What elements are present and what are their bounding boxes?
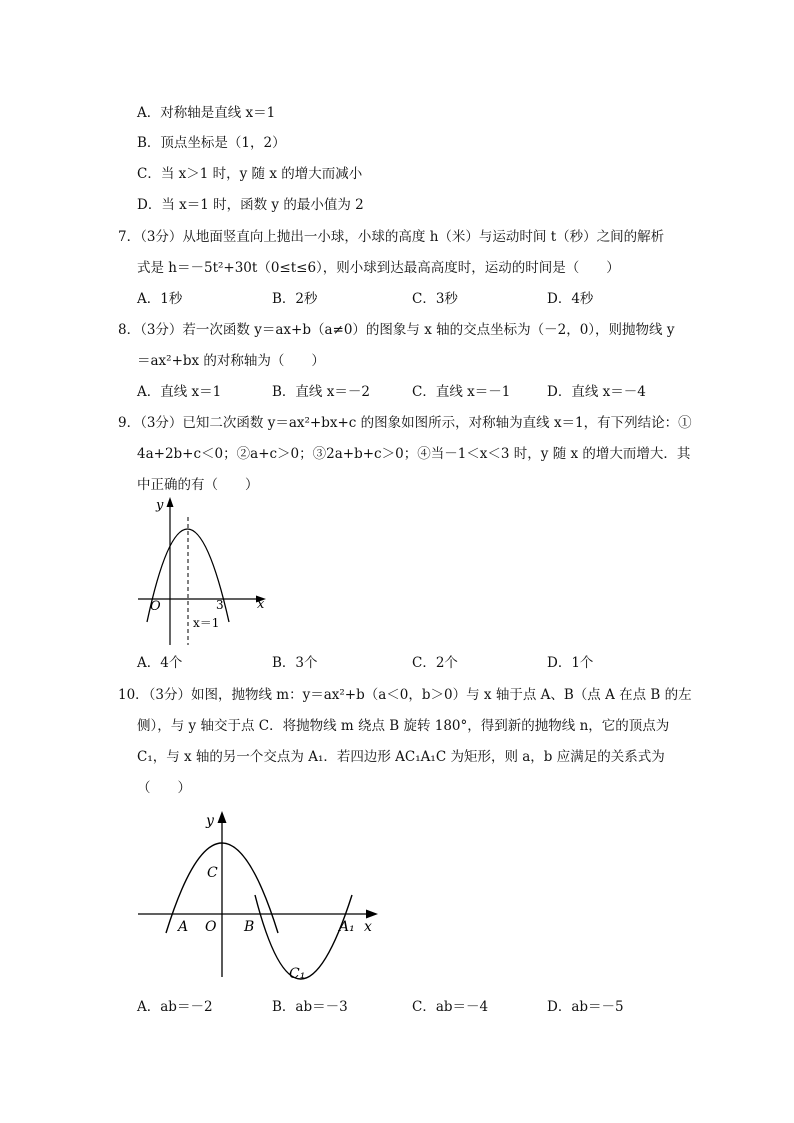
q8-option-b: B．直线 x＝－2 [272, 384, 370, 400]
q10-stem-line-3: C₁，与 x 轴的另一个交点为 A₁．若四边形 AC₁A₁C 为矩形，则 a，b 应满足的关系式为 [137, 749, 665, 765]
q8-stem-line-2: ＝ax²+bx 的对称轴为（ ） [137, 353, 325, 369]
q8-option-a: A．直线 x＝1 [137, 384, 222, 400]
q6-option-c: C．当 x＞1 时，y 随 x 的增大而减小 [137, 166, 363, 182]
q9-stem-line-1: 9．（3分）已知二次函数 y＝ax²+bx+c 的图象如图所示，对称轴为直线 x＝1，有下列结论：① [118, 415, 692, 431]
q9-stem-line-3: 中正确的有（ ） [137, 477, 259, 493]
q9-fig-y-label: y [156, 498, 164, 513]
q10-fig-point-o: O [205, 919, 217, 935]
q10-option-c: C．ab＝－4 [412, 999, 489, 1015]
q7-stem-line-1: 7．（3分）从地面竖直向上抛出一小球，小球的高度 h（米）与运动时间 t（秒）之间的解析 [118, 229, 665, 245]
q9-fig-origin-label: O [150, 599, 161, 614]
q10-fig-x-label: x [364, 919, 372, 935]
q9-fig-axis-label: x＝1 [193, 616, 220, 630]
q8-stem-line-1: 8．（3分）若一次函数 y＝ax+b（a≠0）的图象与 x 轴的交点坐标为（－2，0），则抛物线 y [118, 322, 675, 338]
q10-fig-point-c1: C₁ [289, 966, 306, 982]
q7-option-b: B．2秒 [272, 291, 318, 307]
q7-option-a: A．1秒 [137, 291, 183, 307]
q9-parabola-figure [130, 495, 280, 650]
q9-option-b: B．3个 [272, 655, 318, 671]
q10-fig-point-b: B [244, 919, 255, 935]
q9-fig-x-label: x [257, 597, 265, 612]
q7-option-c: C．3秒 [412, 291, 458, 307]
q10-fig-point-a: A [178, 919, 189, 935]
q6-option-d: D．当 x＝1 时，函数 y 的最小值为 2 [137, 197, 364, 213]
q10-option-d: D．ab＝－5 [547, 999, 624, 1015]
q10-stem-line-2: 侧），与 y 轴交于点 C．将抛物线 m 绕点 B 旋转 180°，得到新的抛物线 n，它的顶点为 [137, 718, 670, 734]
q8-option-c: C．直线 x＝－1 [412, 384, 511, 400]
q9-option-d: D．1个 [547, 655, 594, 671]
q10-stem-line-4: （ ） [137, 780, 191, 796]
q10-stem-line-1: 10．（3分）如图，抛物线 m：y＝ax²+b（a＜0，b＞0）与 x 轴于点 A、B（点 A 在点 B 的左 [118, 687, 692, 703]
q10-fig-point-a1: A₁ [339, 919, 355, 935]
q10-fig-y-label: y [206, 813, 214, 829]
q9-fig-tick-label: 3 [216, 598, 224, 612]
q7-stem-line-2: 式是 h＝－5t²+30t（0≤t≤6），则小球到达最高高度时，运动的时间是（ ） [137, 260, 620, 276]
q8-option-d: D．直线 x＝－4 [547, 384, 646, 400]
q9-option-a: A．4个 [137, 655, 183, 671]
q7-option-d: D．4秒 [547, 291, 594, 307]
q10-fig-point-c: C [207, 865, 218, 881]
q10-parabola-figure [130, 805, 390, 985]
q10-option-a: A．ab＝－2 [137, 999, 213, 1015]
q10-option-b: B．ab＝－3 [272, 999, 348, 1015]
q6-option-a: A．对称轴是直线 x＝1 [137, 105, 276, 121]
q9-stem-line-2: 4a+2b+c＜0；②a+c＞0；③2a+b+c＞0；④当－1＜x＜3 时，y 随 x 的增大而增大．其 [137, 446, 691, 462]
q6-option-b: B．顶点坐标是（1，2） [137, 135, 286, 151]
q9-option-c: C．2个 [412, 655, 458, 671]
